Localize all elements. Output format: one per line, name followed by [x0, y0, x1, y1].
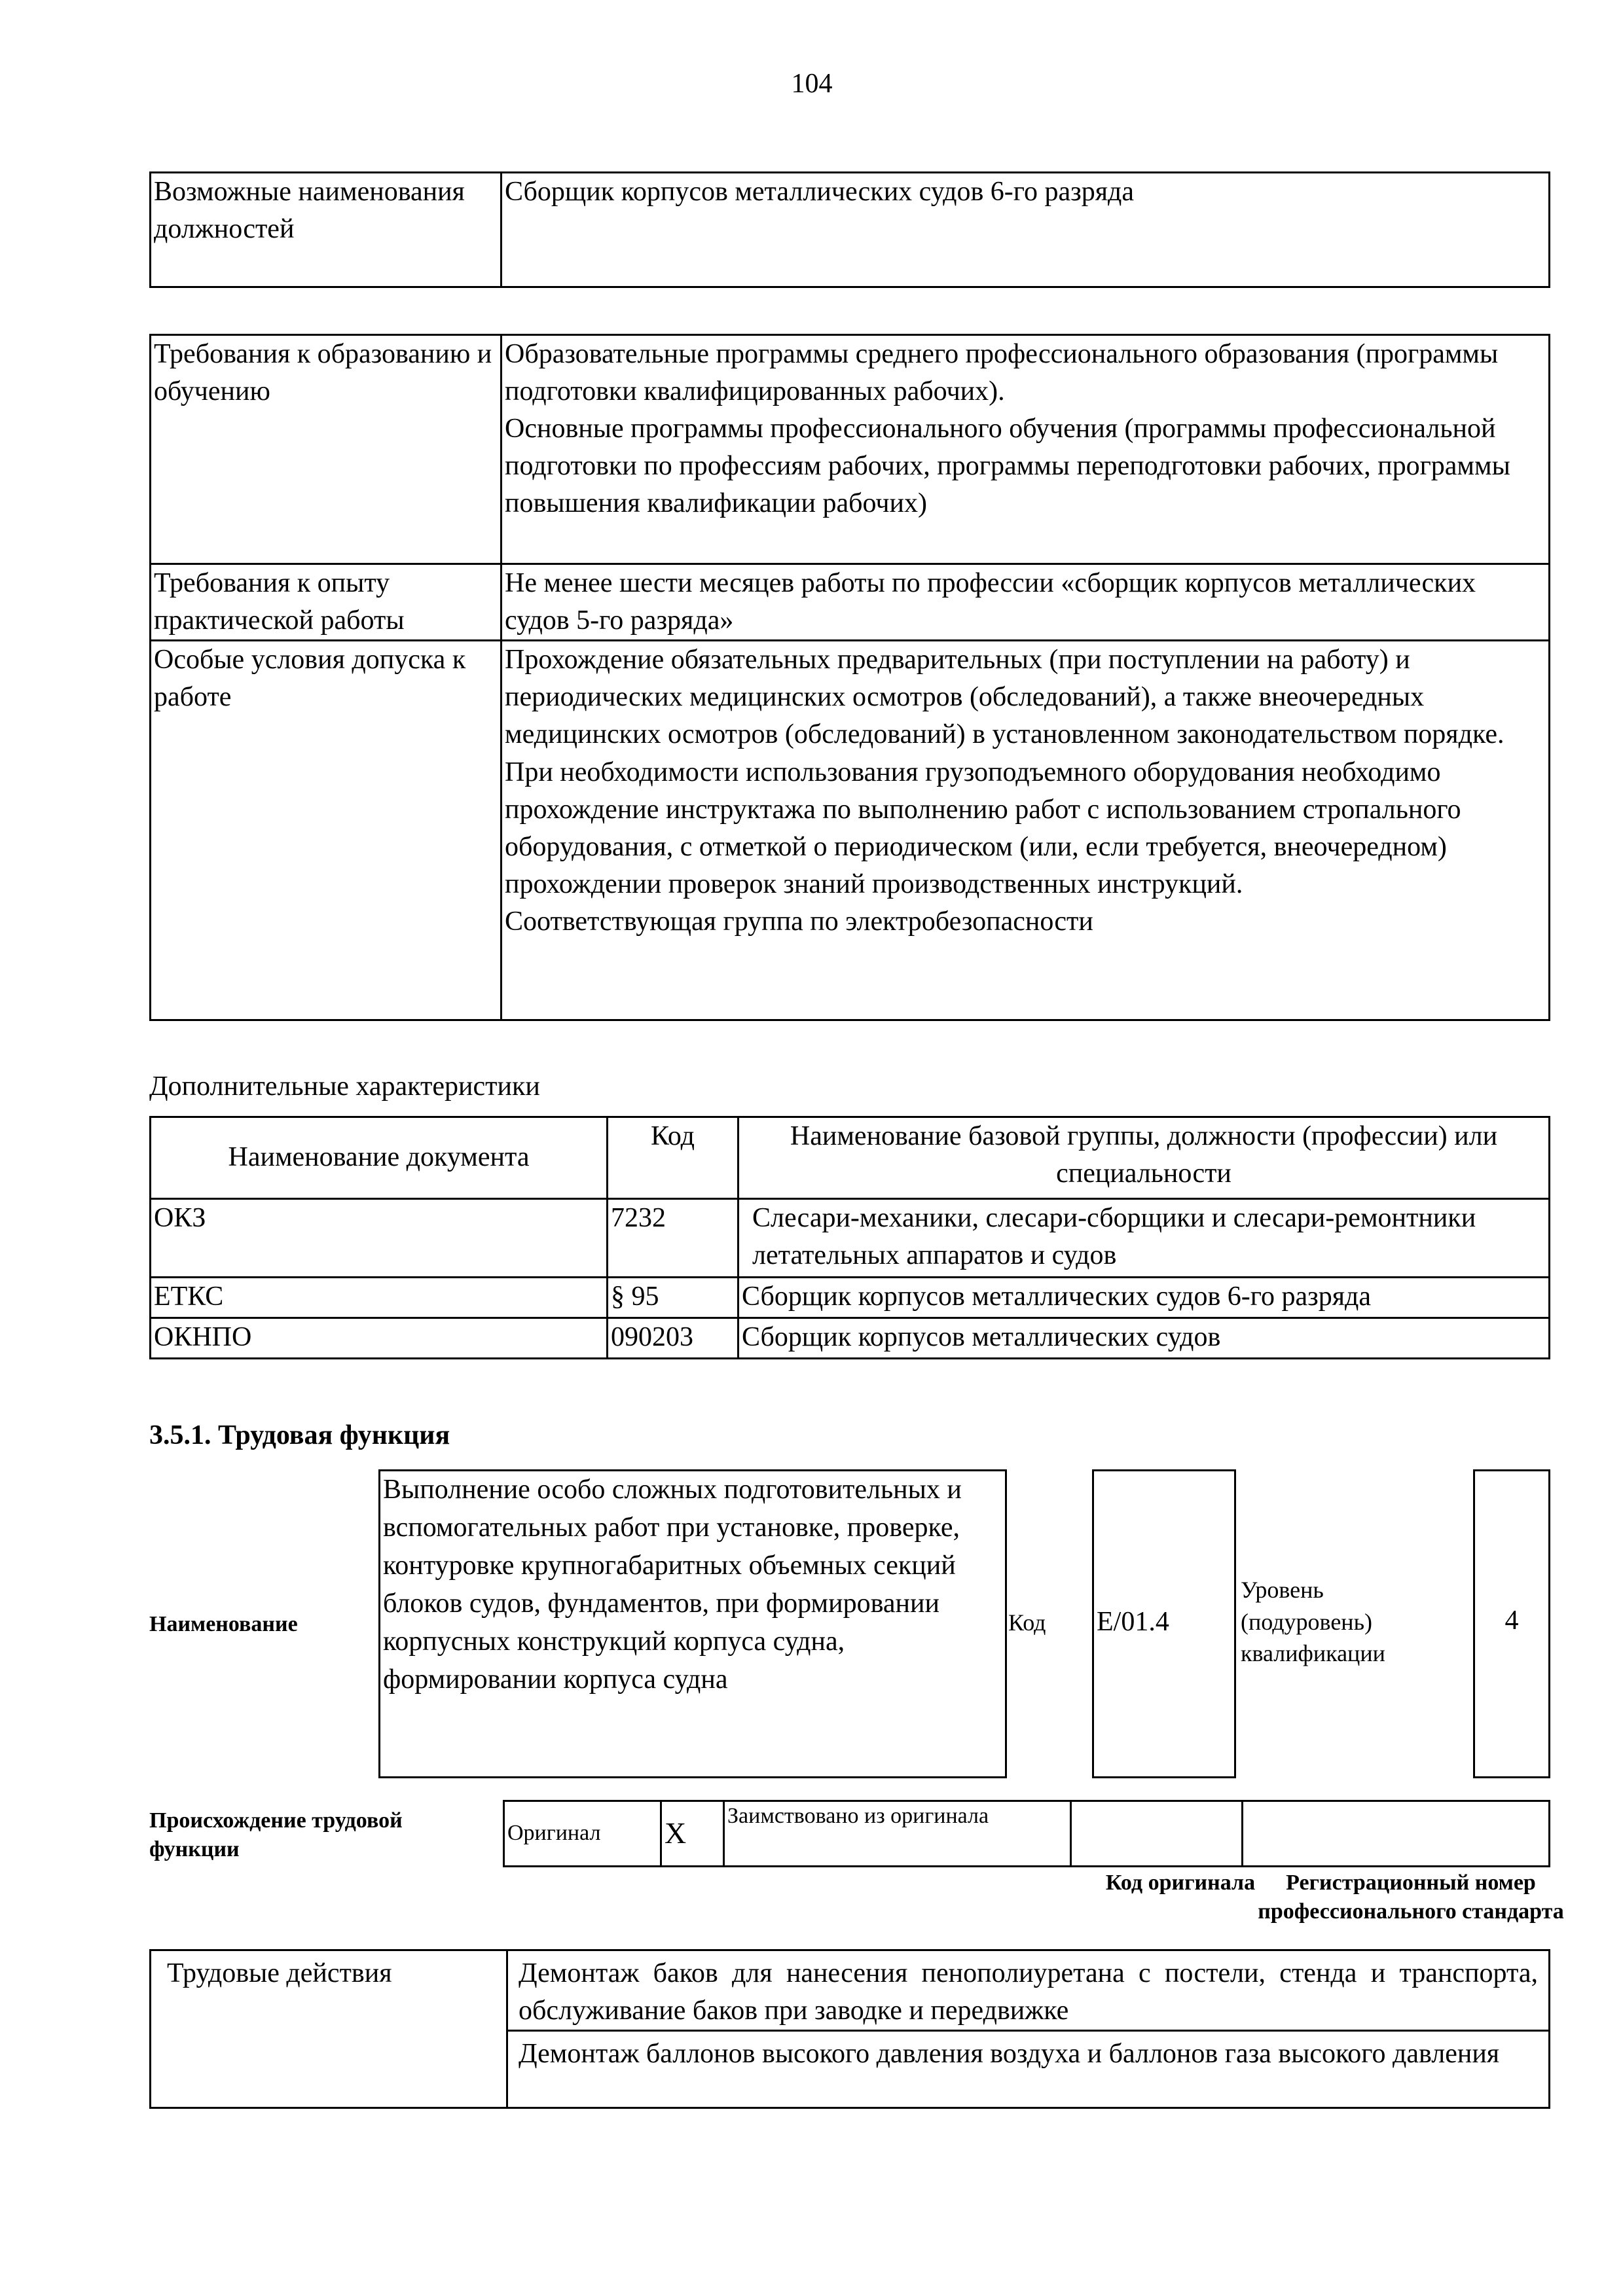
page-number: 104	[791, 69, 833, 99]
req-experience-value	[501, 564, 1550, 641]
req-experience-label: Требования к опыту практической работы	[151, 564, 501, 641]
origin-table	[503, 1800, 1550, 1867]
req-special-line: При необходимости использования грузоподъемного оборудования необходимо прохождение инструктажа по выполнению работ с использованием стропального оборудования, с отметкой о периодическом (или, если требуется, внеочередном) прохождении проверок знаний производственных инструкций.	[505, 757, 1461, 899]
additional-table	[149, 1116, 1550, 1359]
req-education-line: Основные программы профессионального обучения (программы профессиональной подготовки по профессиям рабочих, программы переподготовки рабочих, программы повышения квалификации рабочих)	[505, 414, 1510, 519]
function-name-label: Наименование	[149, 1612, 298, 1636]
row-group: Сборщик корпусов металлических судов	[739, 1318, 1550, 1359]
function-heading: 3.5.1. Трудовая функция	[149, 1420, 450, 1450]
req-special-value	[501, 641, 1550, 1020]
labor-action-item: Демонтаж баллонов высокого давления воздуха и баллонов газа высокого давления	[507, 2031, 1550, 2108]
function-code-box	[1092, 1469, 1236, 1778]
req-experience-line: Не менее шести месяцев работы по профессии «сборщик корпусов металлических судов 5-го разряда»	[505, 568, 1476, 636]
row-code: § 95	[608, 1278, 739, 1318]
requirements-table	[149, 334, 1550, 1021]
table-row	[151, 1199, 1550, 1278]
function-code-value: E/01.4	[1097, 1607, 1169, 1637]
row-document: ОКНПО	[151, 1318, 608, 1359]
req-education-value	[501, 335, 1550, 564]
row-group: Сборщик корпусов металлических судов 6-го разряда	[739, 1278, 1550, 1318]
function-level-value: 4	[1504, 1605, 1519, 1636]
origin-code-cell	[1071, 1801, 1243, 1867]
row-document: ЕТКС	[151, 1278, 608, 1318]
req-special-label: Особые условия допуска к работе	[151, 641, 501, 1020]
header-code: Код	[608, 1117, 739, 1199]
row-document: ОКЗ	[151, 1199, 608, 1278]
row-group: Слесари-механики, слесари-сборщики и слесари-ремонтники летательных аппаратов и судов	[739, 1199, 1550, 1278]
function-name-box	[378, 1469, 1007, 1778]
table-row	[151, 1318, 1550, 1359]
labor-action-item: Демонтаж баков для нанесения пенополиуретана с постели, стенда и транспорта, обслуживание баков при заводке и передвижке	[507, 1950, 1550, 2031]
header-group: Наименование базовой группы, должности (профессии) или специальности	[739, 1117, 1550, 1199]
function-level-box	[1473, 1469, 1550, 1778]
labor-actions-label: Трудовые действия	[151, 1950, 507, 2108]
position-names-label: Возможные наименования должностей	[151, 173, 501, 287]
additional-heading: Дополнительные характеристики	[149, 1071, 540, 1102]
row-code: 7232	[608, 1199, 739, 1278]
function-code-label: Код	[1008, 1609, 1046, 1636]
origin-reg-cell	[1243, 1801, 1550, 1867]
req-special-line: Соответствующая группа по электробезопасности	[505, 906, 1093, 937]
req-education-label: Требования к образованию и обучению	[151, 335, 501, 564]
origin-borrowed-label: Заимствовано из оригинала	[724, 1801, 1071, 1867]
origin-code-caption: Код оригинала	[1105, 1871, 1256, 1895]
table-row	[151, 1278, 1550, 1318]
header-document: Наименование документа	[151, 1117, 608, 1199]
position-names-table	[149, 171, 1550, 288]
origin-original-mark: X	[661, 1801, 724, 1867]
req-special-line: Прохождение обязательных предварительных (при поступлении на работу) и периодических медицинских осмотров (обследований), а также внеочередных медицинских осмотров (обследований) в установленном законодательством порядке.	[505, 645, 1504, 750]
origin-original-label: Оригинал	[504, 1801, 661, 1867]
function-name-value: Выполнение особо сложных подготовительных и вспомогательных работ при установке, проверке, контуровке крупногабаритных объемных секций блоков судов, фундаментов, при формировании корпусных конструкций корпуса судна, формировании корпуса судна	[383, 1475, 962, 1695]
origin-label: Происхождение трудовой функции	[149, 1808, 403, 1862]
origin-reg-caption: Регистрационный номер профессионального стандарта	[1258, 1871, 1564, 1924]
req-education-line: Образовательные программы среднего профессионального образования (программы подготовки квалифицированных рабочих).	[505, 339, 1499, 407]
labor-actions-table	[149, 1949, 1550, 2109]
position-names-value: Сборщик корпусов металлических судов 6-го разряда	[501, 173, 1550, 287]
function-level-label: Уровень (подуровень) квалификации	[1241, 1577, 1385, 1667]
row-code: 090203	[608, 1318, 739, 1359]
